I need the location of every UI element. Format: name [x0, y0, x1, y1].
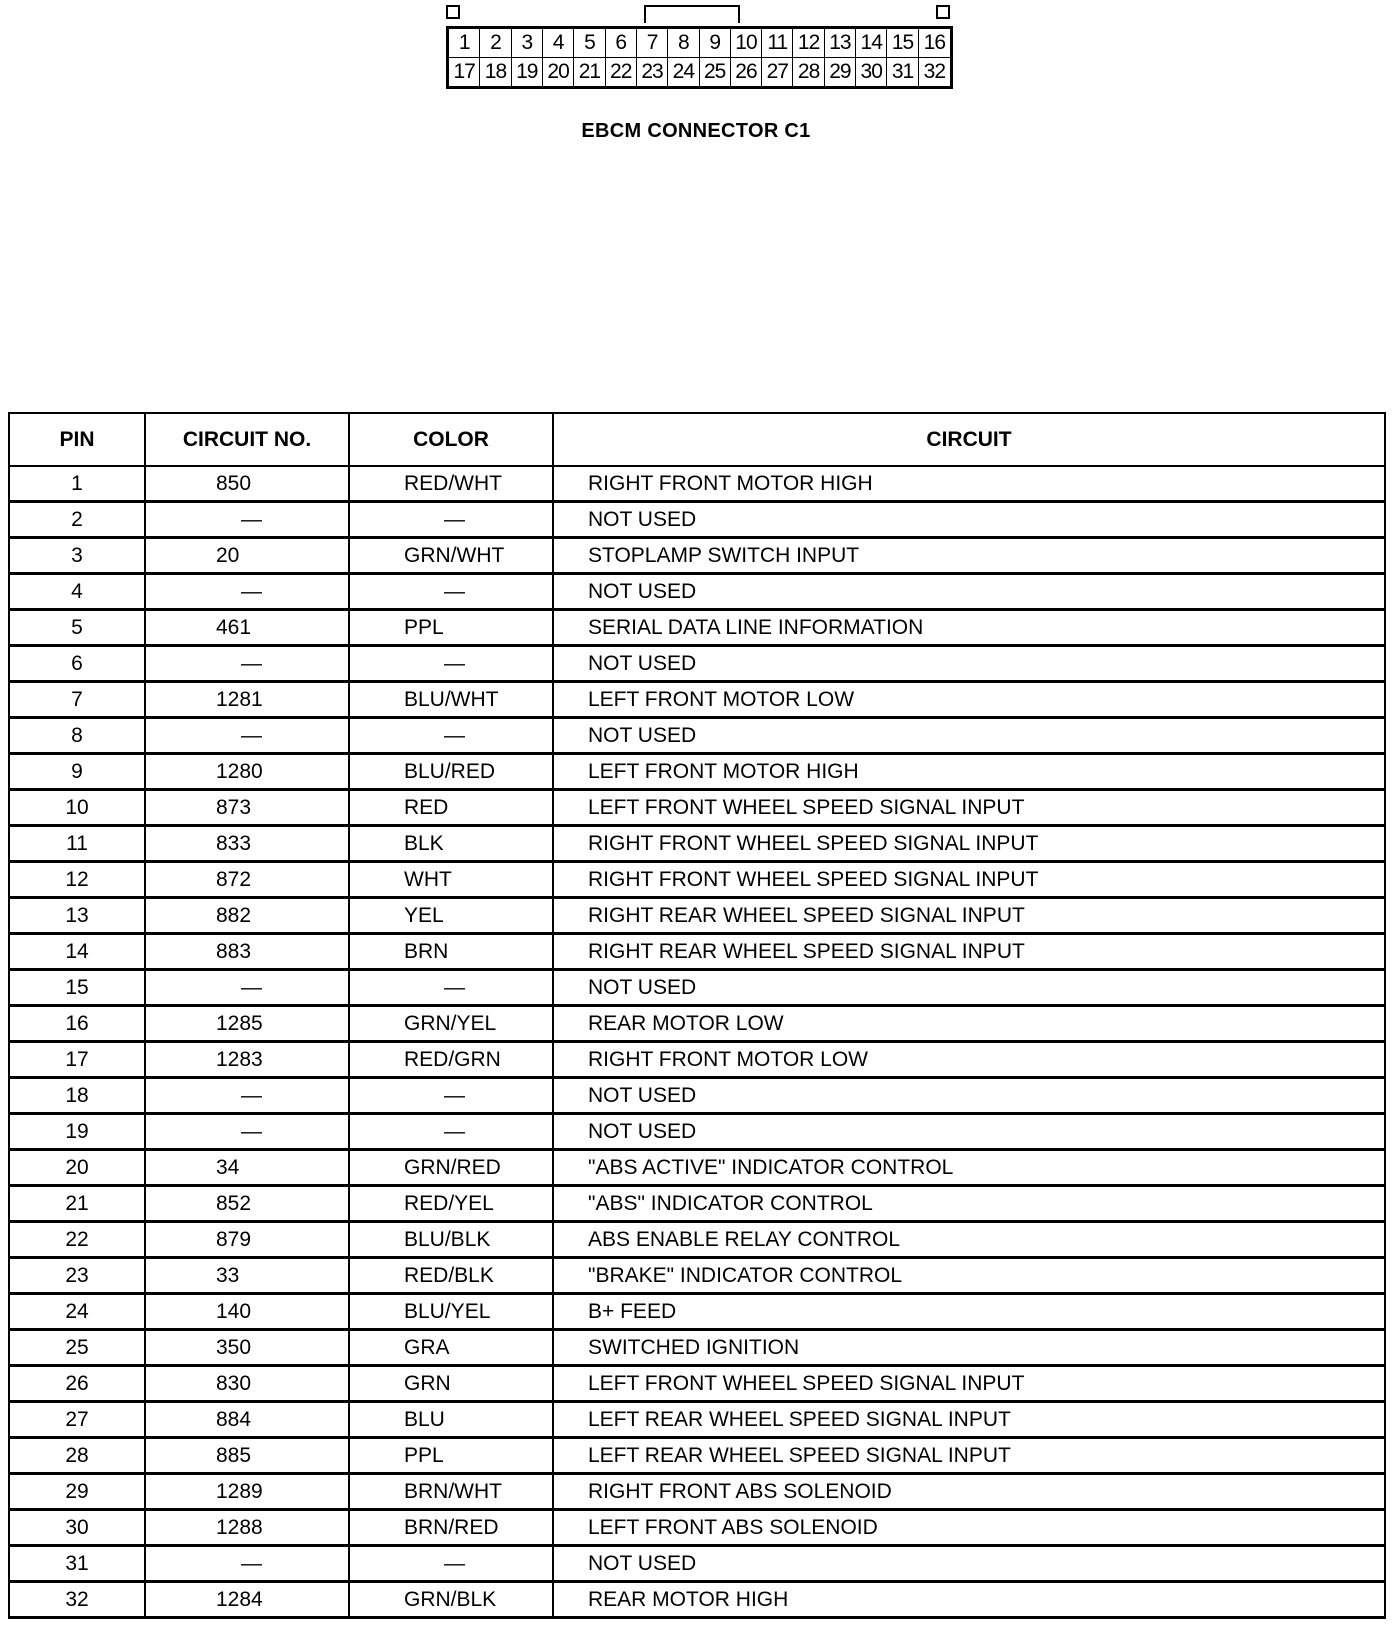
circuit-no-cell: 34 [145, 1150, 349, 1186]
circuit-cell: "BRAKE" INDICATOR CONTROL [553, 1258, 1385, 1294]
table-row [9, 754, 1385, 790]
circuit-no-cell: 884 [145, 1402, 349, 1438]
color-cell: GRA [349, 1330, 553, 1366]
circuit-cell: REAR MOTOR HIGH [553, 1582, 1385, 1618]
circuit-cell: NOT USED [553, 718, 1385, 754]
circuit-cell: RIGHT FRONT ABS SOLENOID [553, 1474, 1385, 1510]
color-cell: GRN/BLK [349, 1582, 553, 1618]
color-cell: — [349, 646, 553, 682]
circuit-cell: RIGHT REAR WHEEL SPEED SIGNAL INPUT [553, 898, 1385, 934]
pin-cell: 18 [9, 1078, 145, 1114]
connector-diagram [446, 5, 956, 91]
circuit-cell: LEFT REAR WHEEL SPEED SIGNAL INPUT [553, 1402, 1385, 1438]
circuit-cell: LEFT FRONT MOTOR HIGH [553, 754, 1385, 790]
color-cell: BRN/RED [349, 1510, 553, 1546]
connector-pin-cell: 28 [793, 58, 824, 87]
connector-pin-cell: 4 [543, 29, 574, 58]
pin-cell: 8 [9, 718, 145, 754]
color-cell: BRN/WHT [349, 1474, 553, 1510]
connector-pin-cell: 8 [668, 29, 699, 58]
pin-cell: 4 [9, 574, 145, 610]
connector-pin-cell: 19 [512, 58, 543, 87]
circuit-no-cell: 1288 [145, 1510, 349, 1546]
connector-pin-cell: 29 [825, 58, 856, 87]
pin-cell: 21 [9, 1186, 145, 1222]
table-row [9, 718, 1385, 754]
pin-cell: 29 [9, 1474, 145, 1510]
table-row [9, 898, 1385, 934]
circuit-no-cell: 872 [145, 862, 349, 898]
circuit-cell: LEFT FRONT WHEEL SPEED SIGNAL INPUT [553, 790, 1385, 826]
circuit-no-cell: 883 [145, 934, 349, 970]
pin-cell: 6 [9, 646, 145, 682]
pin-cell: 17 [9, 1042, 145, 1078]
pin-cell: 20 [9, 1150, 145, 1186]
color-cell: GRN/WHT [349, 538, 553, 574]
circuit-no-cell: 882 [145, 898, 349, 934]
circuit-cell: NOT USED [553, 1078, 1385, 1114]
circuit-cell: ABS ENABLE RELAY CONTROL [553, 1222, 1385, 1258]
circuit-cell: LEFT FRONT MOTOR LOW [553, 682, 1385, 718]
connector-body [446, 26, 953, 89]
connector-pin-cell: 17 [449, 58, 480, 87]
circuit-no-cell: 852 [145, 1186, 349, 1222]
connector-pin-cell: 24 [668, 58, 699, 87]
connector-pin-cell: 10 [731, 29, 762, 58]
table-row [9, 1474, 1385, 1510]
connector-pin-cell: 1 [449, 29, 480, 58]
color-cell: BRN [349, 934, 553, 970]
table-row [9, 502, 1385, 538]
table-row [9, 682, 1385, 718]
table-row [9, 790, 1385, 826]
pin-cell: 15 [9, 970, 145, 1006]
circuit-cell: REAR MOTOR LOW [553, 1006, 1385, 1042]
table-row [9, 1366, 1385, 1402]
pin-cell: 7 [9, 682, 145, 718]
circuit-no-cell: 850 [145, 466, 349, 502]
pin-cell: 23 [9, 1258, 145, 1294]
pin-cell: 12 [9, 862, 145, 898]
color-cell: — [349, 502, 553, 538]
circuit-no-cell: — [145, 1078, 349, 1114]
color-cell: RED/YEL [349, 1186, 553, 1222]
table-row [9, 970, 1385, 1006]
connector-pin-cell: 11 [762, 29, 793, 58]
circuit-no-cell: — [145, 1546, 349, 1582]
connector-pin-cell: 7 [637, 29, 668, 58]
pin-cell: 9 [9, 754, 145, 790]
color-cell: — [349, 1546, 553, 1582]
pin-cell: 27 [9, 1402, 145, 1438]
circuit-no-cell: — [145, 646, 349, 682]
circuit-cell: NOT USED [553, 970, 1385, 1006]
circuit-no-cell: 885 [145, 1438, 349, 1474]
table-row [9, 466, 1385, 502]
connector-pin-cell: 27 [762, 58, 793, 87]
table-row [9, 574, 1385, 610]
table-row [9, 1402, 1385, 1438]
header-pin: PIN [9, 413, 145, 466]
circuit-cell: "ABS ACTIVE" INDICATOR CONTROL [553, 1150, 1385, 1186]
pin-cell: 2 [9, 502, 145, 538]
circuit-no-cell: — [145, 574, 349, 610]
circuit-cell: LEFT FRONT WHEEL SPEED SIGNAL INPUT [553, 1366, 1385, 1402]
color-cell: BLK [349, 826, 553, 862]
table-row [9, 826, 1385, 862]
circuit-no-cell: 350 [145, 1330, 349, 1366]
circuit-no-cell: 833 [145, 826, 349, 862]
table-row [9, 862, 1385, 898]
pin-cell: 22 [9, 1222, 145, 1258]
circuit-cell: NOT USED [553, 1114, 1385, 1150]
circuit-cell: RIGHT FRONT MOTOR HIGH [553, 466, 1385, 502]
color-cell: — [349, 1114, 553, 1150]
color-cell: RED/GRN [349, 1042, 553, 1078]
circuit-cell: SWITCHED IGNITION [553, 1330, 1385, 1366]
connector-pin-cell: 16 [919, 29, 950, 58]
table-row [9, 1006, 1385, 1042]
table-row [9, 1546, 1385, 1582]
header-circuit: CIRCUIT [553, 413, 1385, 466]
color-cell: — [349, 718, 553, 754]
pin-cell: 32 [9, 1582, 145, 1618]
color-cell: — [349, 970, 553, 1006]
color-cell: RED/WHT [349, 466, 553, 502]
table-row [9, 1042, 1385, 1078]
connector-pin-cell: 32 [923, 59, 946, 83]
circuit-no-cell: 879 [145, 1222, 349, 1258]
circuit-no-cell: 1280 [145, 754, 349, 790]
circuit-cell: NOT USED [553, 502, 1385, 538]
color-cell: GRN/RED [349, 1150, 553, 1186]
circuit-cell: SERIAL DATA LINE INFORMATION [553, 610, 1385, 646]
pin-cell: 13 [9, 898, 145, 934]
color-cell: — [349, 574, 553, 610]
circuit-cell: RIGHT REAR WHEEL SPEED SIGNAL INPUT [553, 934, 1385, 970]
table-row [9, 1510, 1385, 1546]
pin-cell: 14 [9, 934, 145, 970]
color-cell: GRN/YEL [349, 1006, 553, 1042]
circuit-no-cell: — [145, 502, 349, 538]
pin-cell: 10 [9, 790, 145, 826]
connector-latch-left [446, 5, 460, 19]
connector-pin-cell: 12 [793, 29, 824, 58]
color-cell: BLU [349, 1402, 553, 1438]
pin-cell: 25 [9, 1330, 145, 1366]
table-row [9, 1114, 1385, 1150]
circuit-cell: LEFT REAR WHEEL SPEED SIGNAL INPUT [553, 1438, 1385, 1474]
pin-cell: 28 [9, 1438, 145, 1474]
connector-pin-cell: 23 [637, 58, 668, 87]
table-row [9, 646, 1385, 682]
connector-latch-right [936, 5, 950, 19]
connector-pin-cell: 20 [543, 58, 574, 87]
circuit-no-cell: 1285 [145, 1006, 349, 1042]
connector-pin-cell: 14 [856, 29, 887, 58]
connector-pin-cell: 3 [512, 29, 543, 58]
color-cell: PPL [349, 1438, 553, 1474]
connector-pin-cell: 31 [887, 58, 918, 87]
table-header-row [9, 413, 1385, 466]
circuit-no-cell: 33 [145, 1258, 349, 1294]
connector-pin-cell: 21 [574, 58, 605, 87]
color-cell: PPL [349, 610, 553, 646]
circuit-cell: RIGHT FRONT WHEEL SPEED SIGNAL INPUT [553, 826, 1385, 862]
header-color: COLOR [349, 413, 553, 466]
table-row [9, 1150, 1385, 1186]
pin-cell: 31 [9, 1546, 145, 1582]
circuit-cell: NOT USED [553, 1546, 1385, 1582]
connector-key [644, 5, 740, 23]
circuit-no-cell: — [145, 970, 349, 1006]
color-cell: BLU/BLK [349, 1222, 553, 1258]
circuit-no-cell: 20 [145, 538, 349, 574]
table-row [9, 1222, 1385, 1258]
pin-cell: 5 [9, 610, 145, 646]
pin-cell: 11 [9, 826, 145, 862]
color-cell: BLU/RED [349, 754, 553, 790]
table-row [9, 610, 1385, 646]
color-cell: RED [349, 790, 553, 826]
circuit-no-cell: 1281 [145, 682, 349, 718]
pin-cell: 24 [9, 1294, 145, 1330]
circuit-cell: "ABS" INDICATOR CONTROL [553, 1186, 1385, 1222]
table-row [9, 1294, 1385, 1330]
connector-pin-cell: 5 [574, 29, 605, 58]
circuit-no-cell: 873 [145, 790, 349, 826]
table-row [9, 934, 1385, 970]
table-row [9, 1258, 1385, 1294]
pin-cell: 26 [9, 1366, 145, 1402]
table-row [9, 1582, 1385, 1618]
pin-cell: 30 [9, 1510, 145, 1546]
color-cell: BLU/YEL [349, 1294, 553, 1330]
circuit-cell: RIGHT FRONT MOTOR LOW [553, 1042, 1385, 1078]
table-row [9, 1438, 1385, 1474]
circuit-cell: RIGHT FRONT WHEEL SPEED SIGNAL INPUT [553, 862, 1385, 898]
circuit-cell: B+ FEED [553, 1294, 1385, 1330]
circuit-no-cell: 1289 [145, 1474, 349, 1510]
circuit-no-cell: — [145, 718, 349, 754]
pin-cell: 3 [9, 538, 145, 574]
circuit-no-cell: 140 [145, 1294, 349, 1330]
circuit-cell: STOPLAMP SWITCH INPUT [553, 538, 1385, 574]
circuit-no-cell: 1284 [145, 1582, 349, 1618]
color-cell: YEL [349, 898, 553, 934]
table-row [9, 1078, 1385, 1114]
header-circuit-no: CIRCUIT NO. [145, 413, 349, 466]
circuit-cell: LEFT FRONT ABS SOLENOID [553, 1510, 1385, 1546]
table-row [9, 538, 1385, 574]
pin-table [8, 412, 1386, 1619]
color-cell: GRN [349, 1366, 553, 1402]
connector-pin-cell: 6 [606, 29, 637, 58]
connector-pin-cell: 9 [700, 29, 731, 58]
circuit-no-cell: 461 [145, 610, 349, 646]
connector-pin-cell: 13 [825, 29, 856, 58]
color-cell: — [349, 1078, 553, 1114]
pin-cell: 1 [9, 466, 145, 502]
connector-pin-cell: 30 [856, 58, 887, 87]
pin-cell: 16 [9, 1006, 145, 1042]
pin-cell: 19 [9, 1114, 145, 1150]
color-cell: WHT [349, 862, 553, 898]
connector-pin-cell: 26 [731, 58, 762, 87]
table-row [9, 1186, 1385, 1222]
connector-pin-cell: 2 [480, 29, 511, 58]
circuit-cell: NOT USED [553, 574, 1385, 610]
connector-pin-cell: 15 [887, 29, 918, 58]
circuit-no-cell: 1283 [145, 1042, 349, 1078]
connector-title: EBCM CONNECTOR C1 [581, 120, 811, 142]
connector-pin-cell: 22 [606, 58, 637, 87]
color-cell: RED/BLK [349, 1258, 553, 1294]
circuit-no-cell: — [145, 1114, 349, 1150]
circuit-no-cell: 830 [145, 1366, 349, 1402]
circuit-cell: NOT USED [553, 646, 1385, 682]
connector-pin-cell: 25 [700, 58, 731, 87]
table-row [9, 1330, 1385, 1366]
color-cell: BLU/WHT [349, 682, 553, 718]
connector-pin-cell: 18 [480, 58, 511, 87]
